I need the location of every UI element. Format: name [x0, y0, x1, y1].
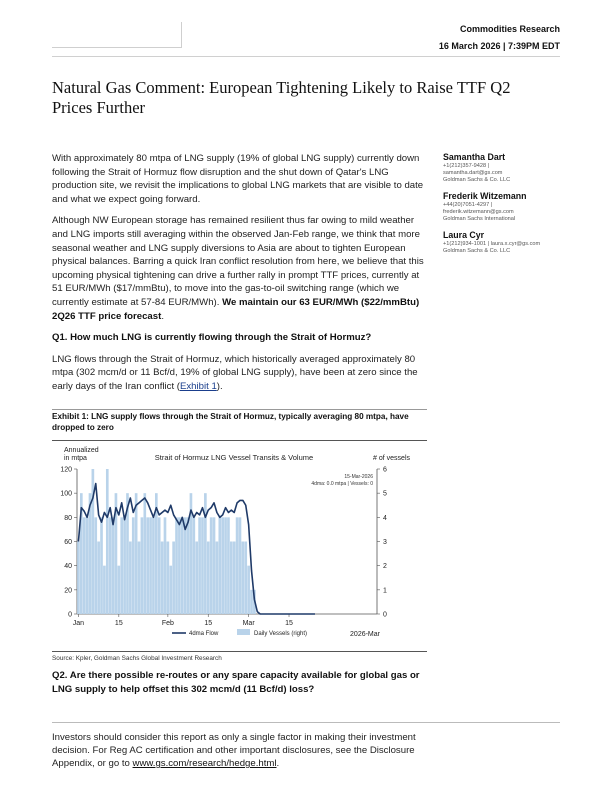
vessel-bar [167, 542, 170, 615]
legend-bar-label: Daily Vessels (right) [254, 631, 308, 637]
author-name: Laura Cyr [443, 230, 485, 240]
vessel-bar [250, 590, 253, 614]
author-name: Frederik Witzemann [443, 191, 527, 201]
x-tick-label: Feb [161, 620, 174, 627]
right-tick-label: 0 [383, 611, 387, 619]
exhibit-chart [52, 440, 427, 652]
vessel-bar [138, 542, 141, 615]
paragraph-2-end: . [161, 310, 164, 322]
vessel-bar [100, 517, 103, 614]
vessel-bar [118, 566, 121, 614]
author-name: Samantha Dart [443, 152, 506, 162]
x-tick-label: 15 [204, 620, 213, 627]
vessel-bar [94, 517, 97, 614]
vessel-bar [239, 517, 242, 614]
main-body [52, 152, 427, 402]
paragraph-3-text: LNG flows through the Strait of Hormuz, which historically averaged approximately 80 mtpa (302 mcm/d or 11 Bcf/d, 19% of global LNG supply), have been at zero since the early days of the Iran conflict ( [52, 353, 418, 392]
paragraph-2-text: Although NW European storage has remained resilient thus far owing to mild weather and LNG imports still averaging within the observed Jan-Feb range, we think that more seasonal weather and LNG supply diversions to Asia are about to tighten European physical balances. Barring a quick Iran conflict resolution from here, we believe that this upcoming physical tightening can drive a further rally in prompt TTF prices, currently at 51 EUR/MWh ($17/mmBtu), to move into the gas-to-oil switching range (which we currently estimate at 57-84 EUR/MWh). [52, 215, 424, 308]
exhibit-1-link[interactable]: Exhibit 1 [179, 380, 217, 392]
footer-divider [52, 722, 560, 723]
left-axis-label: in mtpa [64, 455, 87, 462]
right-tick-label: 2 [383, 563, 387, 571]
vessel-bar [152, 517, 155, 614]
x-corner-label: 2026-Mar [350, 631, 380, 638]
author-firm: Goldman Sachs & Co. LLC [443, 177, 511, 183]
annotation-date: 15-Mar-2026 [344, 474, 373, 480]
exhibit-source: Source: Kpler, Goldman Sachs Global Investment Research [52, 655, 222, 662]
paragraph-3-end: ). [216, 380, 223, 392]
paragraph-1: With approximately 80 mtpa of LNG supply (19% of global LNG supply) currently down following the Strait of Hormuz flow disruption and the shut down of Qatar's LNG production site, we revisit the implications to global LNG markets that are visible to date and what we expect going forward. [52, 153, 424, 205]
footer-text: Investors should consider this report as only a single factor in making their investment decision. For Reg AC certification and other important disclosures, see the Disclosure Appendix, or go to [52, 732, 416, 769]
report-date: 16 March 2026 | 7:39PM EDT [438, 41, 560, 51]
author-card [443, 230, 563, 255]
vessel-bar [132, 517, 135, 614]
vessel-bar [201, 517, 204, 614]
vessel-bar [83, 517, 86, 614]
author-contact: +44(20)7051-4297 | [443, 202, 493, 208]
x-tick-label: 15 [285, 620, 293, 627]
right-tick-label: 5 [383, 490, 387, 498]
vessel-bar [198, 517, 201, 614]
footer-end: . [276, 758, 280, 769]
vessel-bar [207, 542, 210, 615]
vessel-bar [109, 517, 112, 614]
vessel-bar [221, 517, 224, 614]
paragraph-2 [52, 214, 427, 323]
x-tick-label: 15 [114, 620, 123, 627]
vessel-bar [143, 493, 146, 614]
report-title: Natural Gas Comment: European Tightening Likely to Raise TTF Q2 Prices Further [52, 78, 511, 117]
legend-bar-swatch [237, 629, 250, 635]
vessel-bar [218, 517, 221, 614]
vessel-bar [120, 517, 123, 614]
author-card [443, 152, 563, 184]
vessel-bar [224, 517, 227, 614]
annotation-value: 4dma: 0.0 mtpa | Vessels: 0 [311, 481, 373, 487]
vessel-bar [210, 517, 213, 614]
vessel-bar [216, 542, 219, 615]
logo-placeholder [52, 22, 182, 48]
vessel-bar [112, 517, 115, 614]
vessel-bar [77, 542, 80, 615]
right-tick-label: 4 [383, 514, 387, 522]
vessel-bar [106, 469, 109, 614]
vessel-bar [175, 517, 178, 614]
vessel-bar [227, 517, 230, 614]
left-tick-label: 120 [60, 466, 72, 474]
vessel-bar [97, 542, 100, 615]
chart-svg [52, 441, 427, 651]
vessel-bar [213, 517, 216, 614]
vessel-bar [141, 517, 144, 614]
left-axis-label: Annualized [64, 447, 99, 454]
left-tick-label: 40 [64, 563, 72, 571]
vessel-bar [195, 542, 198, 615]
vessel-bar [135, 493, 138, 614]
forecast-statement: We maintain our 63 EUR/MWh ($22/mmBtu) 2Q26 TTF price forecast [52, 296, 420, 322]
vessel-bar [178, 517, 181, 614]
disclosure-link[interactable]: www.gs.com/research/hedge.html [132, 758, 277, 769]
left-tick-label: 80 [64, 514, 72, 522]
author-email[interactable]: samantha.dart@gs.com [443, 170, 503, 176]
vessel-bar [244, 542, 247, 615]
left-tick-label: 20 [64, 587, 72, 595]
vessel-bar [146, 517, 149, 614]
vessel-bar [169, 566, 172, 614]
disclosure-footer [52, 731, 452, 770]
legend-line-label: 4dma Flow [189, 631, 219, 637]
author-card [443, 191, 563, 223]
paragraph-3 [52, 353, 427, 394]
right-tick-label: 1 [383, 587, 387, 595]
author-firm: Goldman Sachs & Co. LLC [443, 248, 511, 254]
author-contact[interactable]: +1(212)934-1001 | laura.x.cyr@gs.com [443, 241, 541, 247]
left-tick-label: 0 [68, 611, 72, 619]
author-firm: Goldman Sachs International [443, 216, 516, 222]
report-section: Commodities Research [459, 24, 560, 34]
header-divider [52, 56, 560, 57]
vessel-bar [161, 542, 164, 615]
vessel-bar [181, 517, 184, 614]
vessel-bar [236, 517, 239, 614]
vessel-bar [233, 542, 236, 615]
author-list [443, 152, 563, 262]
chart-title: Strait of Hormuz LNG Vessel Transits & Volume [154, 453, 314, 462]
left-tick-label: 100 [60, 490, 72, 498]
vessel-bar [164, 517, 167, 614]
vessel-bar [123, 517, 126, 614]
vessel-bar [172, 542, 175, 615]
vessel-bars [77, 469, 256, 614]
vessel-bar [149, 517, 152, 614]
left-tick-label: 60 [64, 539, 72, 546]
vessel-bar [187, 517, 190, 614]
vessel-bar [129, 542, 132, 615]
vessel-bar [158, 517, 161, 614]
author-contact: +1(212)357-9428 | [443, 163, 490, 169]
x-tick-label: Mar [242, 620, 255, 627]
question-1: Q1. How much LNG is currently flowing through the Strait of Hormuz? [52, 332, 372, 344]
vessel-bar [230, 542, 233, 615]
question-2: Q2. Are there possible re-routes or any spare capacity available for global gas or LNG supply to help offset this 302 mcm/d (11 Bcf/d) loss? [52, 670, 420, 695]
vessel-bar [103, 566, 106, 614]
vessel-bar [247, 566, 250, 614]
vessel-bar [184, 517, 187, 614]
right-tick-label: 6 [383, 466, 387, 474]
vessel-bar [242, 542, 245, 615]
right-axis-label: # of vessels [373, 455, 410, 462]
x-tick-label: Jan [72, 620, 85, 627]
vessel-bar [204, 493, 207, 614]
vessel-bar [86, 517, 89, 614]
author-email[interactable]: frederik.witzemann@gs.com [443, 209, 514, 215]
exhibit-title: Exhibit 1: LNG supply flows through the Strait of Hormuz, typically averaging 80 mtpa, have dropped to zero [52, 412, 409, 432]
exhibit-divider [52, 409, 427, 410]
right-tick-label: 3 [383, 539, 387, 546]
vessel-bar [193, 517, 196, 614]
